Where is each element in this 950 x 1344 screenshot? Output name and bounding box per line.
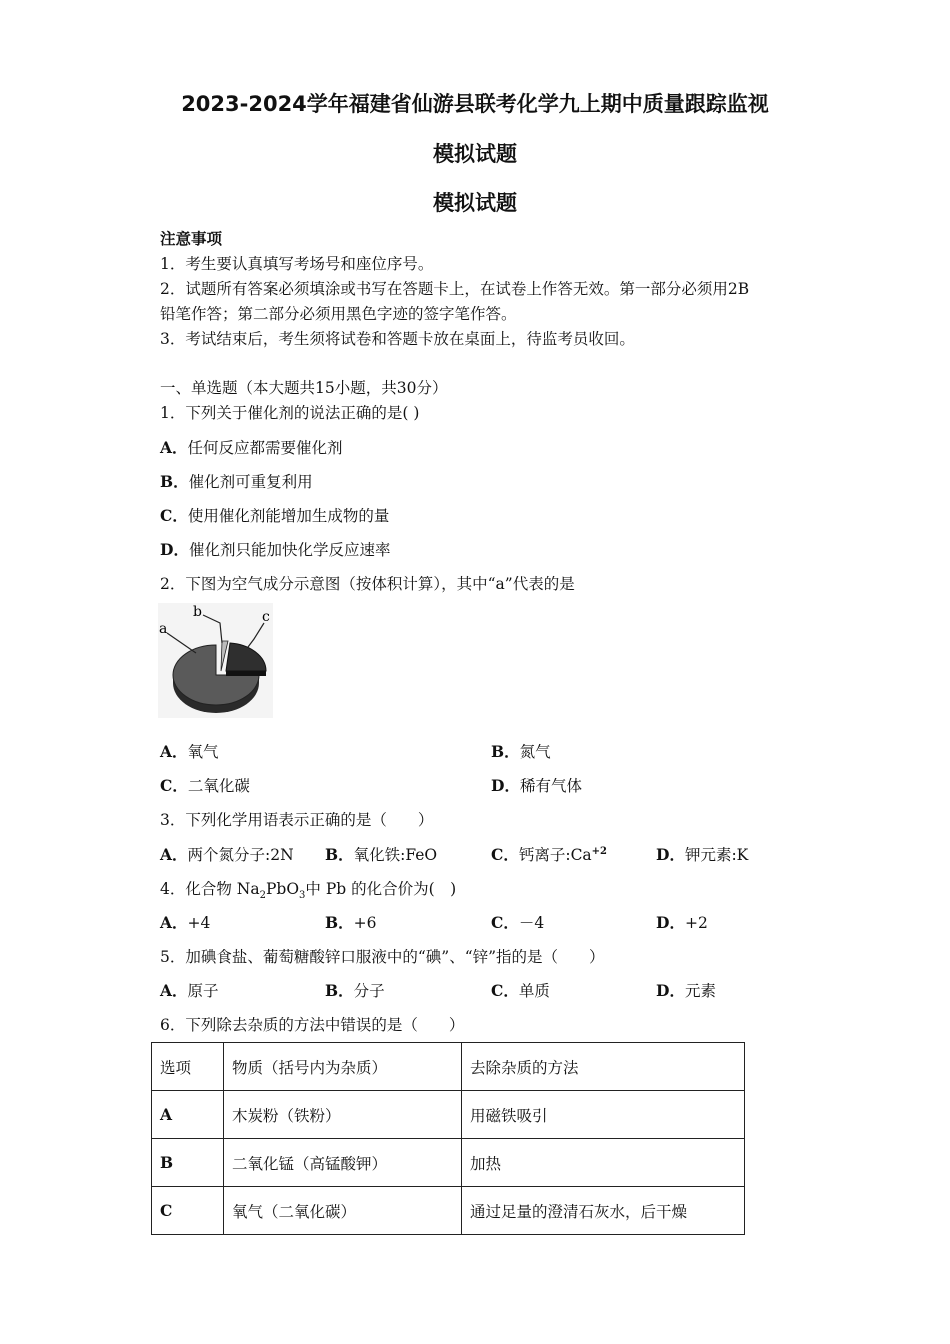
q4-option-d: D．+2	[656, 913, 708, 932]
q4-option-c: C．－4	[491, 913, 545, 932]
notice-heading: 注意事项	[160, 229, 223, 248]
table-header-row	[152, 1043, 745, 1091]
table-cell: C	[152, 1187, 224, 1235]
q2-option-a: A．氧气	[160, 742, 219, 761]
q5-option-c: C．单质	[491, 981, 550, 1000]
q4-option-a: A．+4	[160, 913, 211, 932]
q1-option-b: B．催化剂可重复利用	[160, 472, 313, 491]
notice-item-3: 3．考试结束后，考生须将试卷和答题卡放在桌面上，待监考员收回。	[160, 330, 635, 348]
q5-option-b: B．分子	[325, 981, 385, 1000]
table-cell: 加热	[462, 1139, 745, 1187]
q5-option-d: D．元素	[656, 981, 716, 1000]
table-header-cell: 去除杂质的方法	[462, 1043, 745, 1091]
table-row	[152, 1091, 745, 1139]
section-heading: 一、单选题（本大题共15小题，共30分）	[160, 379, 448, 397]
exam-subtitle: 模拟试题	[433, 191, 517, 215]
table-cell: 氧气（二氧化碳）	[224, 1187, 462, 1235]
q3-option-a: A．两个氮分子:2N	[160, 845, 294, 864]
q2-stem: 2．下图为空气成分示意图（按体积计算），其中“a”代表的是	[160, 575, 575, 593]
q3-option-c: C．钙离子$:Ca^{+2}$	[491, 845, 608, 864]
q2-option-c: C．二氧化碳	[160, 776, 250, 795]
table-cell: 用磁铁吸引	[462, 1091, 745, 1139]
table-row	[152, 1187, 745, 1235]
notice-item-2-cont: 铅笔作答；第二部分必须用黑色字迹的签字笔作答。	[160, 305, 517, 323]
table-header-cell: 选项	[152, 1043, 224, 1091]
q2-option-b: B．氮气	[491, 742, 551, 761]
notice-item-1: 1．考生要认真填写考场号和座位序号。	[160, 255, 434, 273]
q4-stem: 4．化合物 $Na_2PbO_3$中 Pb 的化合价为( )	[160, 880, 457, 902]
q1-option-d: D．催化剂只能加快化学反应速率	[160, 540, 391, 559]
pie-label-b: b	[193, 604, 202, 620]
table-cell: 木炭粉（铁粉）	[224, 1091, 462, 1139]
air-composition-pie-chart	[158, 603, 273, 718]
pie-label-c: c	[262, 609, 270, 625]
q3-option-d: D．钾元素:K	[656, 845, 749, 864]
table-cell: B	[152, 1139, 224, 1187]
impurity-removal-table	[151, 1042, 745, 1235]
q5-option-a: A．原子	[160, 981, 219, 1000]
q1-option-c: C．使用催化剂能增加生成物的量	[160, 506, 390, 525]
notice-item-2: 2．试题所有答案必须填涂或书写在答题卡上，在试卷上作答无效。第一部分必须用2B	[160, 280, 750, 298]
q3-option-b: B．氧化铁:FeO	[325, 845, 438, 864]
pie-label-a: a	[159, 621, 168, 637]
q1-option-a: A．任何反应都需要催化剂	[160, 438, 343, 457]
q3-stem: 3．下列化学用语表示正确的是（ ）	[160, 811, 434, 829]
exam-title-line1: 2023-2024学年福建省仙游县联考化学九上期中质量跟踪监视	[181, 92, 769, 116]
q6-stem: 6．下列除去杂质的方法中错误的是（ ）	[160, 1016, 465, 1034]
q2-option-d: D．稀有气体	[491, 776, 582, 795]
exam-title-line2: 模拟试题	[433, 142, 517, 166]
pie-slice-c-depth	[226, 671, 266, 676]
table-row	[152, 1139, 745, 1187]
table-cell: A	[152, 1091, 224, 1139]
q5-stem: 5．加碘食盐、葡萄糖酸锌口服液中的“碘”、“锌”指的是（ ）	[160, 948, 605, 966]
q4-option-b: B．+6	[325, 913, 377, 932]
table-cell: 二氧化锰（高锰酸钾）	[224, 1139, 462, 1187]
table-cell: 通过足量的澄清石灰水，后干燥	[462, 1187, 745, 1235]
q1-stem: 1．下列关于催化剂的说法正确的是( )	[160, 404, 420, 422]
table-header-cell: 物质（括号内为杂质）	[224, 1043, 462, 1091]
